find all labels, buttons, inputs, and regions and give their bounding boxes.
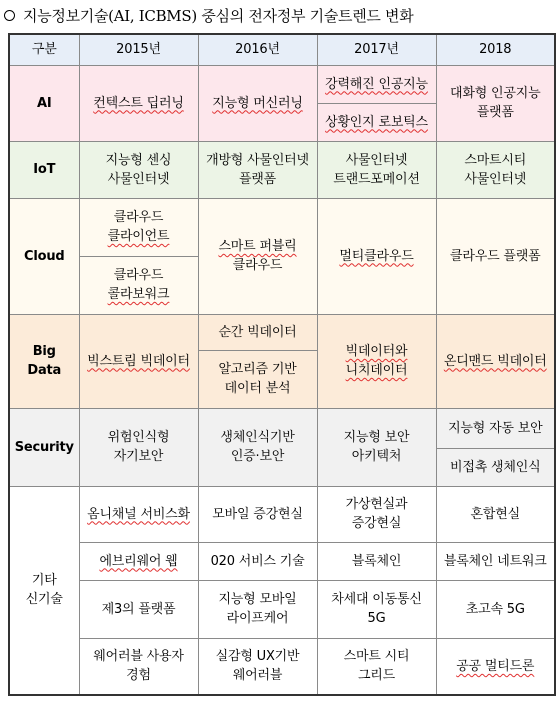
other-r3-2018-text: 초고속 5G (465, 601, 525, 617)
iot-2018-line1: 스마트시티 (464, 152, 527, 168)
cell-bigdata-2017 (317, 314, 436, 408)
other-r3-2016-line2: 라이프케어 (226, 611, 289, 626)
cell-cloud-2016 (198, 198, 317, 314)
cloud-2018-text: 클라우드 플랫폼 (450, 248, 541, 264)
other-r3-2016-line1: 지능형 모바일 (218, 592, 297, 607)
bigdata-2016a-text: 순간 빅데이터 (218, 324, 297, 340)
bigdata-label-line2: Data (27, 363, 62, 378)
ai-2018-line1: 대화형 인공지능 (450, 86, 541, 101)
iot-2015-line2: 사물인터넷 (107, 171, 170, 187)
cell-security-2015 (79, 408, 198, 486)
iot-2018-line2: 사물인터넷 (464, 171, 527, 187)
bigdata-2018-text: 온디맨드 빅데이터 (443, 353, 547, 369)
label-ai: AI (9, 65, 79, 141)
iot-2016-line2: 플랫폼 (238, 171, 277, 187)
cell-other-r1-2018 (436, 486, 555, 542)
other-r1-2016-text: 모바일 증강현실 (212, 506, 303, 522)
label-bigdata (9, 314, 79, 408)
cell-ai-2017a (317, 65, 436, 103)
cell-other-r4-2015 (79, 638, 198, 695)
iot-2017-line2: 트랜드포메이션 (333, 171, 420, 187)
other-r3-2017-line2: 5G (367, 611, 386, 626)
cell-other-r2-2018 (436, 542, 555, 580)
security-2018a-text: 지능형 자동 보안 (448, 420, 543, 436)
ai-2015-text: 컨텍스트 딥러닝 (93, 95, 184, 111)
label-other (9, 486, 79, 695)
other-r1-2017-line2: 증강현실 (351, 516, 402, 531)
cloud-2015a-line2: 클라이언트 (107, 229, 170, 244)
other-r2-2018-text: 블록체인 네트워크 (443, 553, 547, 569)
cell-other-r3-2015 (79, 580, 198, 638)
cell-bigdata-2016b (198, 350, 317, 408)
row-cloud-1 (9, 198, 555, 256)
cell-other-r1-2016 (198, 486, 317, 542)
security-2018b-text: 비접촉 생체인식 (450, 459, 541, 475)
cell-other-r4-2017 (317, 638, 436, 695)
cell-other-r1-2015 (79, 486, 198, 542)
bigdata-label-line1: Big (32, 344, 56, 359)
cell-ai-2016 (198, 65, 317, 141)
other-r1-2018-text: 혼합현실 (470, 506, 520, 522)
bigdata-2015-text: 빅스트림 빅데이터 (87, 353, 190, 369)
other-r3-2017-line1: 차세대 이동통신 (331, 592, 422, 607)
other-r4-2017-line2: 그리드 (357, 668, 396, 684)
cell-bigdata-2015 (79, 314, 198, 408)
cell-bigdata-2016a (198, 314, 317, 350)
security-2015-line2: 자기보안 (113, 449, 164, 464)
cell-other-r4-2018 (436, 638, 555, 695)
iot-2017-line1: 사물인터넷 (345, 152, 408, 168)
cloud-2016-line1: 스마트 퍼블릭 (218, 239, 297, 254)
header-2015: 2015년 (79, 34, 198, 65)
other-r4-2018-text: 공공 멀티드론 (456, 658, 535, 674)
header-2016: 2016년 (198, 34, 317, 65)
other-r4-2015-line1: 웨어러블 사용자 (93, 649, 184, 665)
cell-cloud-2015a (79, 198, 198, 256)
label-security: Security (9, 408, 79, 486)
cell-iot-2016 (198, 141, 317, 198)
cell-iot-2015 (79, 141, 198, 198)
row-iot (9, 141, 555, 198)
cell-ai-2015 (79, 65, 198, 141)
row-other-2 (9, 542, 555, 580)
cell-other-r2-2015 (79, 542, 198, 580)
other-r4-2015-line2: 경험 (126, 668, 151, 684)
cell-other-r3-2017 (317, 580, 436, 638)
other-r2-2016-text: 020 서비스 기술 (210, 553, 305, 569)
cell-iot-2017 (317, 141, 436, 198)
row-ai-1 (9, 65, 555, 103)
cell-security-2017 (317, 408, 436, 486)
cell-security-2016 (198, 408, 317, 486)
security-2017-line2: 아키텍처 (351, 449, 402, 464)
cell-other-r2-2017 (317, 542, 436, 580)
header-2017: 2017년 (317, 34, 436, 65)
cloud-2015b-line2: 콜라보워크 (107, 287, 170, 302)
cell-other-r3-2016 (198, 580, 317, 638)
row-other-3 (9, 580, 555, 638)
other-r3-2015-text: 제3의 플랫폼 (101, 601, 176, 617)
label-cloud: Cloud (9, 198, 79, 314)
cell-ai-2017b (317, 103, 436, 141)
header-category: 구분 (9, 34, 79, 65)
row-other-1 (9, 486, 555, 542)
header-2018: 2018 (436, 34, 555, 65)
label-iot: IoT (9, 141, 79, 198)
cloud-2017-text: 멀티클라우드 (339, 248, 414, 264)
cell-ai-2018 (436, 65, 555, 141)
page-title: 지능정보기술(AI, ICBMS) 중심의 전자정부 기술트렌드 변화 (23, 6, 414, 25)
row-other-4 (9, 638, 555, 695)
cell-other-r4-2016 (198, 638, 317, 695)
row-bigdata-1 (9, 314, 555, 350)
security-2017-line1: 지능형 보안 (343, 430, 410, 445)
security-2016-line2: 인증·보안 (230, 449, 285, 464)
other-r4-2016-line1: 실감형 UX기반 (215, 649, 300, 665)
cell-cloud-2018 (436, 198, 555, 314)
iot-2016-line1: 개방형 사물인터넷 (206, 152, 309, 168)
other-r4-2016-line2: 웨어러블 (232, 668, 283, 684)
cloud-2015b-line1: 클라우드 (113, 268, 164, 283)
other-r2-2015-text: 에브리웨어 웹 (99, 553, 178, 569)
cell-cloud-2017 (317, 198, 436, 314)
other-label-line1: 기타 (31, 573, 57, 589)
bigdata-2017-line2: 니치데이터 (345, 363, 408, 378)
cell-other-r1-2017 (317, 486, 436, 542)
header-row (9, 34, 555, 65)
iot-2015-line1: 지능형 센싱 (105, 152, 172, 168)
cell-security-2018b (436, 448, 555, 486)
bigdata-2016b-line2: 데이터 분석 (224, 381, 291, 396)
cloud-2016-line2: 클라우드 (232, 258, 283, 273)
tech-trend-table (8, 33, 556, 696)
cloud-2015a-line1: 클라우드 (113, 210, 164, 225)
security-2016-line1: 생체인식기반 (220, 430, 295, 445)
cell-iot-2018 (436, 141, 555, 198)
circle-bullet-icon (4, 10, 15, 21)
other-r1-2015-text: 옴니채널 서비스화 (87, 506, 190, 522)
bigdata-2016b-line1: 알고리즘 기반 (218, 362, 297, 377)
page-title-row (4, 2, 413, 28)
other-r2-2017-text: 블록체인 (351, 553, 402, 569)
cell-other-r2-2016 (198, 542, 317, 580)
ai-2017b-text: 상황인지 로보틱스 (325, 114, 428, 130)
cell-security-2018a (436, 408, 555, 448)
ai-2017a-text: 강력해진 인공지능 (325, 76, 428, 92)
other-r4-2017-line1: 스마트 시티 (343, 649, 410, 665)
ai-2016-text: 지능형 머신러닝 (212, 95, 303, 111)
cell-bigdata-2018 (436, 314, 555, 408)
cell-other-r3-2018 (436, 580, 555, 638)
row-security-1 (9, 408, 555, 448)
cell-cloud-2015b (79, 256, 198, 314)
ai-2018-line2: 플랫폼 (476, 105, 514, 120)
bigdata-2017-line1: 빅데이터와 (345, 344, 408, 359)
security-2015-line1: 위험인식형 (107, 430, 170, 445)
other-r1-2017-line1: 가상현실과 (345, 497, 408, 512)
other-label-line2: 신기술 (25, 592, 63, 608)
